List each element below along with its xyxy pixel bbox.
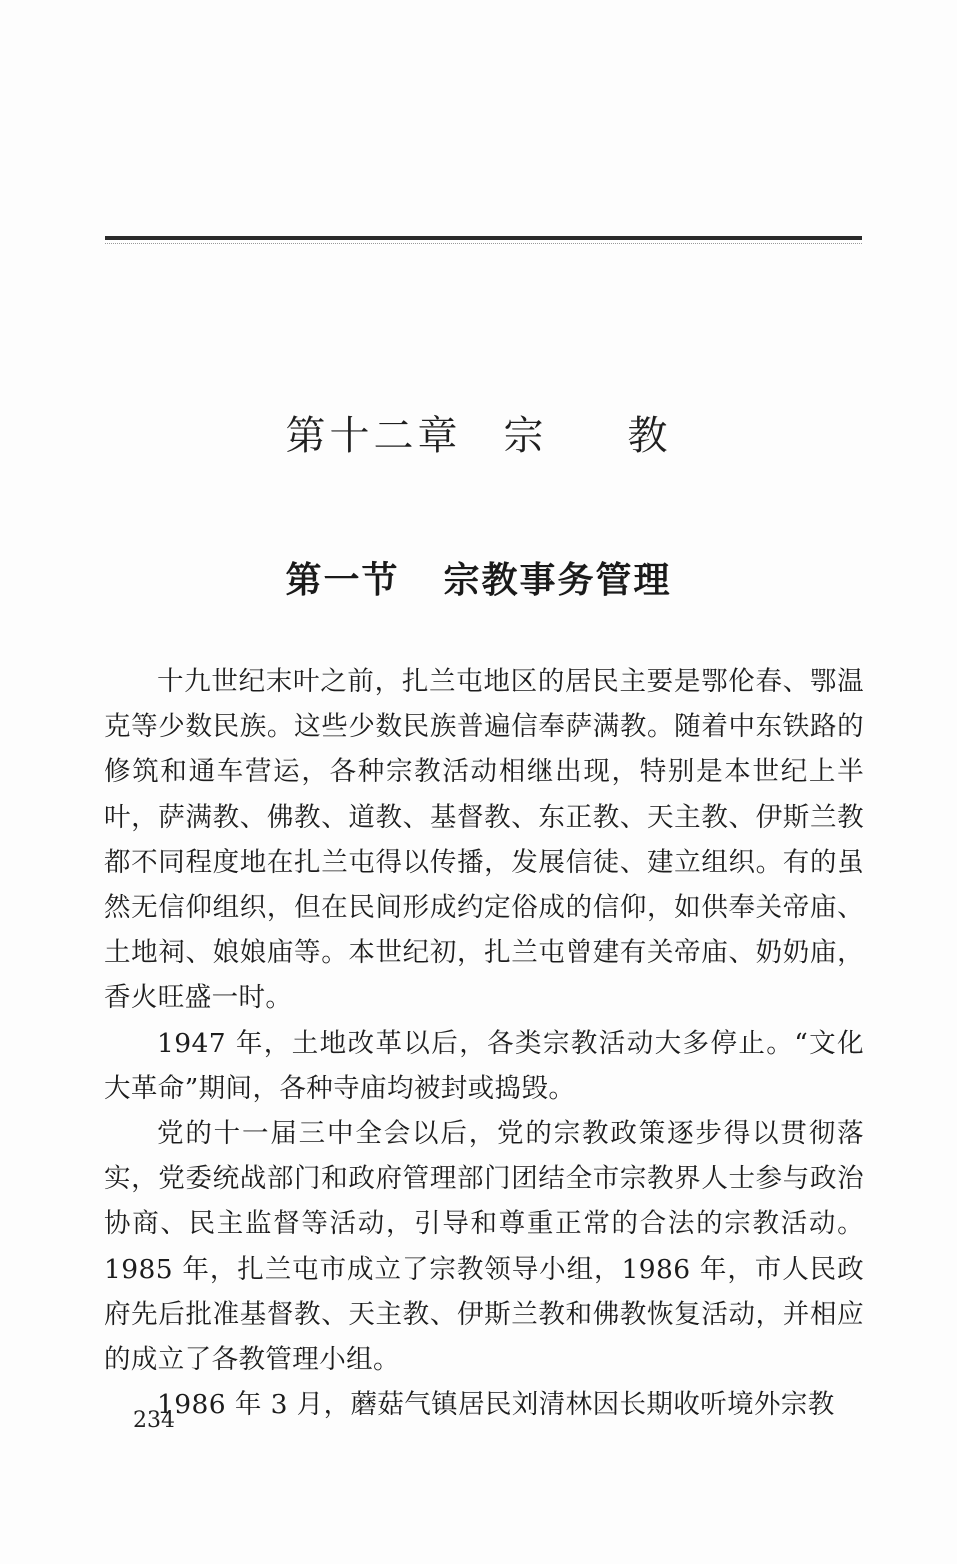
paragraph: 党的十一届三中全会以后，党的宗教政策逐步得以贯彻落实，党委统战部门和政府管理部门团结全市宗教界人士参与政治协商、民主监督等活动，引导和尊重正常的合法的宗教活动。1985 年，扎兰屯市成立了宗教领导小组，1986 年，市人民政府先后批准基督教、天主教、伊斯兰教和佛教恢复活动，并相应的成立了各教管理小组。 [104,1118,864,1376]
section-title [0,552,957,603]
body-text [104,659,864,1427]
header-rule [105,236,862,240]
chapter-title-part2: 教 [627,413,672,459]
paragraph: 十九世纪末叶之前，扎兰屯地区的居民主要是鄂伦春、鄂温克等少数民族。这些少数民族普遍信奉萨满教。随着中东铁路的修筑和通车营运，各种宗教活动相继出现，特别是本世纪上半叶，萨满教、佛教、道教、基督教、东正教、天主教、伊斯兰教都不同程度地在扎兰屯得以传播，发展信徒、建立组织。有的虽然无信仰组织，但在民间形成约定俗成的信仰，如供奉关帝庙、土地祠、娘娘庙等。本世纪初，扎兰屯曾建有关帝庙、奶奶庙，香火旺盛一时。 [104,666,864,1014]
paragraph: 1947 年，土地改革以后，各类宗教活动大多停止。“文化大革命”期间，各种寺庙均被封或捣毁。 [104,1027,864,1104]
header-rule-shadow [105,243,862,244]
section-label: 第一节 [285,560,400,601]
chapter-label: 第十二章 [285,413,462,459]
chapter-title-part1: 宗 [503,413,548,459]
page-number: 234 [133,1408,175,1433]
chapter-title [0,404,957,461]
section-heading: 宗教事务管理 [443,560,672,601]
paragraph: 1986 年 3 月，蘑菇气镇居民刘清林因长期收听境外宗教 [157,1389,835,1421]
